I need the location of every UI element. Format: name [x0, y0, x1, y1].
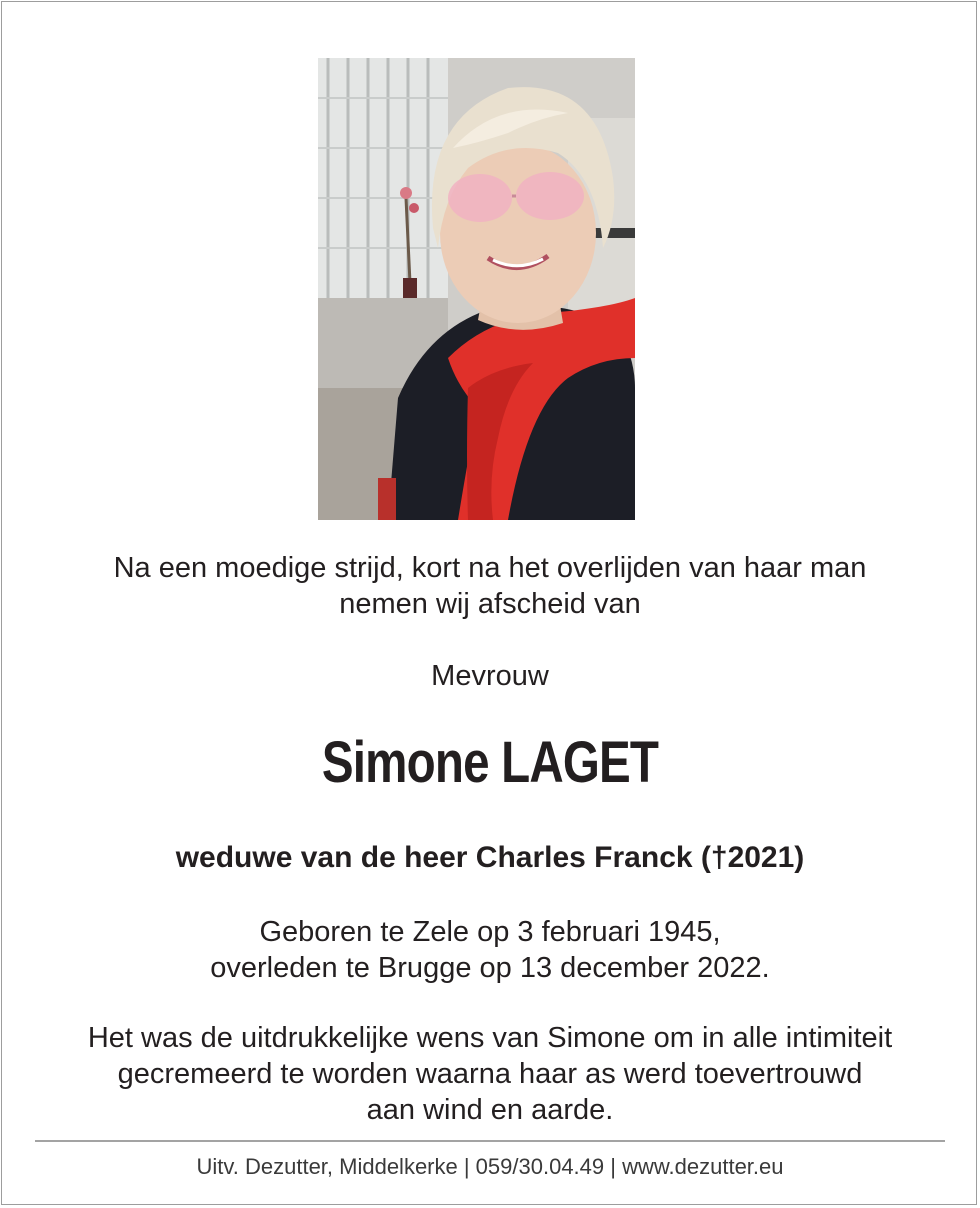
widow-line: weduwe van de heer Charles Franck (†2021)	[175, 841, 805, 874]
intro-line-2: nemen wij afscheid van	[339, 588, 641, 620]
wish-line-2: gecremeerd te worden waarna haar as werd toevertrouwd	[117, 1058, 863, 1090]
intro-line-1: Na een moedige strijd, kort na het overlijden van haar man	[113, 552, 867, 584]
footer-divider	[35, 1140, 945, 1142]
funeral-director-footer: Uitv. Dezutter, Middelkerke | 059/30.04.49 | www.dezutter.eu	[196, 1154, 784, 1179]
cremation-wish	[0, 1020, 980, 1128]
intro-text	[0, 550, 980, 622]
birth-line: Geboren te Zele op 3 februari 1945,	[259, 916, 721, 948]
portrait-photo	[318, 58, 635, 520]
wish-line-3: aan wind en aarde.	[366, 1094, 614, 1126]
death-line: overleden te Brugge op 13 december 2022.	[210, 952, 770, 984]
birth-death-dates	[0, 914, 980, 986]
salutation: Mevrouw	[431, 660, 549, 692]
deceased-name: Simone LAGET	[321, 730, 659, 795]
wish-line-1: Het was de uitdrukkelijke wens van Simone om in alle intimiteit	[87, 1022, 893, 1054]
